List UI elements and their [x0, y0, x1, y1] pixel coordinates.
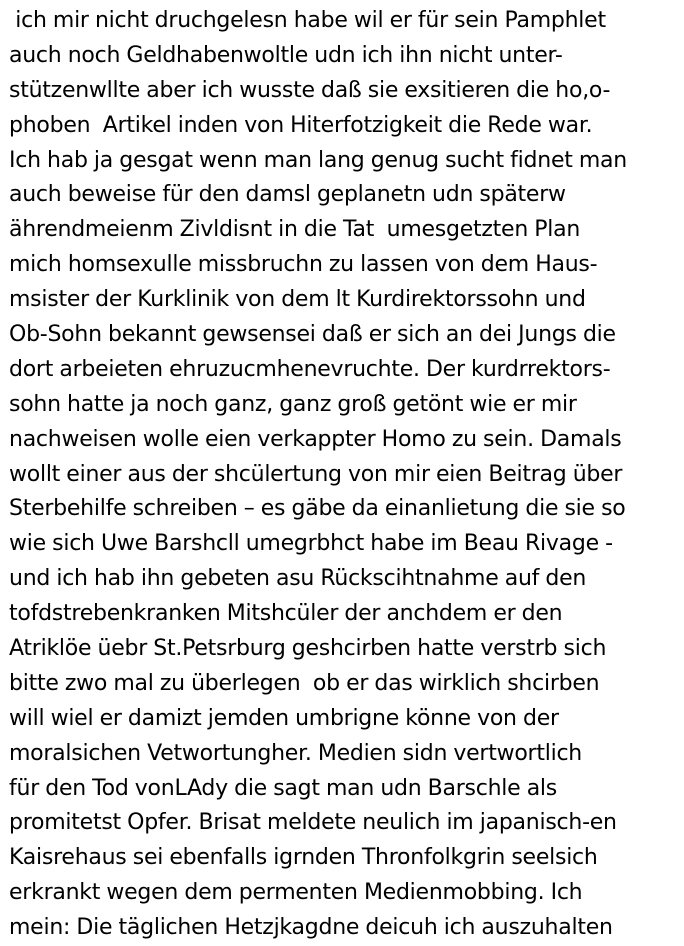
- document-page: [9, 4, 677, 946]
- text-line-16: wie sich Uwe Barshcll umegrbhct habe im Beau Rivage -: [9, 531, 613, 557]
- text-line-3: stützenwllte aber ich wusste daß sie exsitieren die ho,o-: [9, 77, 611, 103]
- text-line-5: Ich hab ja gesgat wenn man lang genug sucht fidnet man: [9, 147, 627, 173]
- text-line-22: moralsichen Vetwortungher. Medien sidn vertwortlich: [9, 740, 582, 766]
- text-line-1: ich mir nicht druchgelesn habe wil er für sein Pamphlet: [9, 8, 606, 33]
- text-line-15: Sterbehilfe schreiben – es gäbe da einanlietung die sie so: [9, 496, 626, 522]
- text-line-14: wollt einer aus der shcülertung von mir eien Beitrag über: [9, 461, 623, 487]
- text-line-25: Kaisrehaus sei ebenfalls igrnden Thronfolkgrin seelsich: [9, 845, 598, 871]
- text-line-13: nachweisen wolle eien verkappter Homo zu sein. Damals: [9, 426, 622, 452]
- text-line-9: msister der Kurklinik von dem lt Kurdirektorssohn und: [9, 287, 586, 313]
- text-line-7: ährendmeienm Zivldisnt in die Tat umesgetzten Plan: [9, 217, 581, 243]
- text-line-6: auch beweise für den damsl geplanetn udn späterw: [9, 182, 566, 208]
- text-line-24: promitetst Opfer. Brisat meldete neulich im japanisch-en: [9, 810, 617, 836]
- text-line-12: sohn hatte ja noch ganz, ganz groß getönt wie er mir: [9, 391, 577, 417]
- text-line-8: mich homsexulle missbruchn zu lassen von dem Haus-: [9, 252, 598, 278]
- text-line-18: tofdstrebenkranken Mitshcüler der anchdem er den: [9, 601, 563, 627]
- text-line-26: erkrankt wegen dem permenten Medienmobbing. Ich: [9, 880, 583, 906]
- text-line-19: Atriklöe üebr St.Petsrburg geshcirben hatte verstrb sich: [9, 636, 607, 662]
- text-line-2: auch noch Geldhabenwoltle udn ich ihn nicht unter-: [9, 42, 563, 68]
- text-line-20: bitte zwo mal zu überlegen ob er das wirklich shcirben: [9, 670, 600, 696]
- text-line-4: phoben Artikel inden von Hiterfotzigkeit die Rede war.: [9, 112, 593, 138]
- text-line-10: Ob-Sohn bekannt gewsensei daß er sich an dei Jungs die: [9, 322, 616, 348]
- text-line-21: will wiel er damizt jemden umbrigne könne von der: [9, 705, 559, 731]
- text-line-17: und ich hab ihn gebeten asu Rückscihtnahme auf den: [9, 566, 587, 592]
- text-line-11: dort arbeieten ehruzucmhenevruchte. Der kurdrrektors-: [9, 356, 611, 382]
- text-line-27: mein: Die täglichen Hetzjkagdne deicuh ich auszuhalten: [9, 915, 613, 941]
- text-line-23: für den Tod vonLAdy die sagt man udn Barschle als: [9, 775, 557, 801]
